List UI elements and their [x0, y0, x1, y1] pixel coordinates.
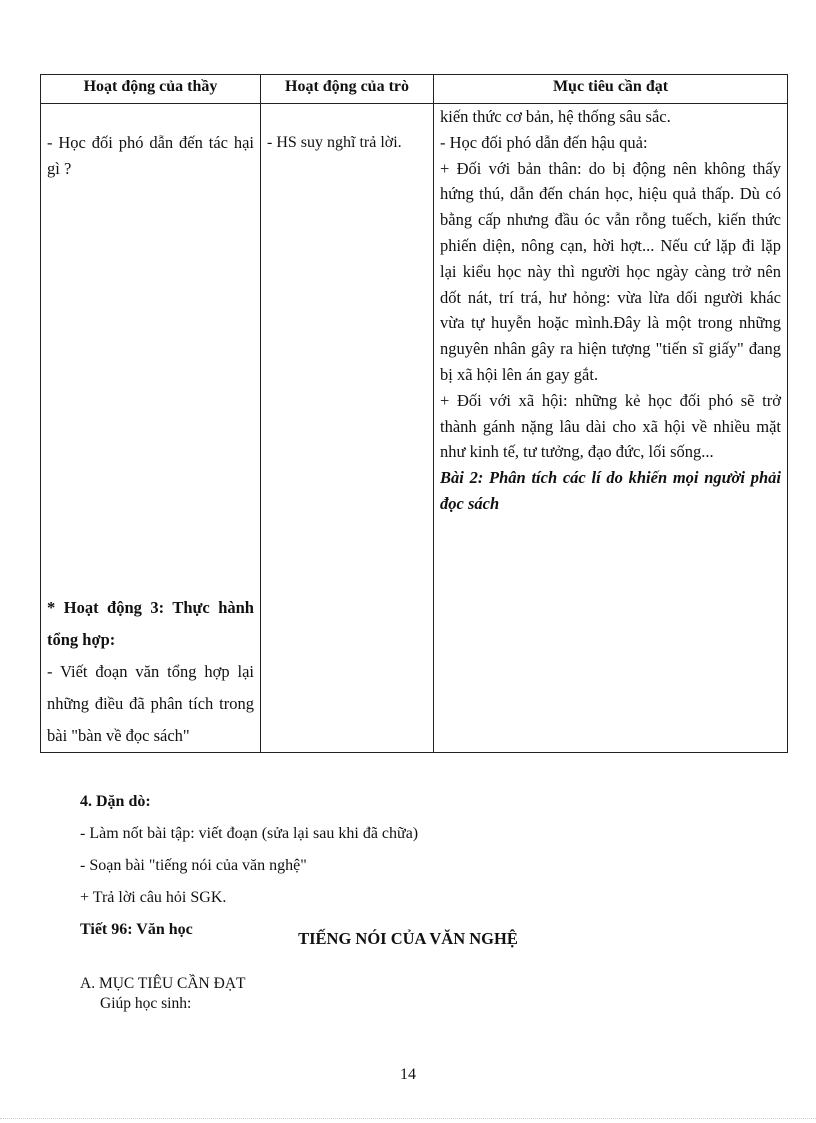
homework-item-2: - Soạn bài "tiếng nói của văn nghệ" [80, 857, 307, 874]
goals-line-0: kiến thức cơ bản, hệ thống sâu sắc. [440, 107, 671, 126]
header-student: Hoạt động của trò [261, 75, 434, 104]
period-label: Tiết 96: Văn học [80, 921, 193, 938]
homework-item-3: + Trả lời câu hỏi SGK. [80, 889, 227, 906]
activity3-text: - Viết đoạn văn tổng hợp lại những điều đã phân tích trong bài "bàn về đọc sách" [47, 662, 254, 745]
activity3-title: * Hoạt động 3: Thực hành tổng hợp: [47, 598, 254, 649]
homework-item-1: - Làm nốt bài tập: viết đoạn (sửa lại sau khi đã chữa) [80, 825, 419, 842]
header-goals: Mục tiêu cần đạt [434, 75, 788, 104]
goals-line-4: Bài 2: Phân tích các lí do khiến mọi người phải đọc sách [440, 468, 781, 513]
goals-line-1: - Học đối phó dẫn đến hậu quả: [440, 132, 648, 152]
table-row [41, 104, 788, 753]
table-header-row [41, 75, 788, 104]
student-answer: - HS suy nghĩ trả lời. [267, 134, 402, 151]
teacher-question: - Học đối phó dẫn đến tác hại gì ? [47, 133, 254, 178]
teacher-cell [41, 104, 261, 753]
homework-section [80, 786, 418, 946]
lesson-table [40, 74, 788, 753]
page-bottom-divider [0, 1118, 816, 1119]
student-cell [261, 104, 434, 753]
section-a-heading: A. MỤC TIÊU CẦN ĐẠT [80, 975, 246, 992]
goals-line-2: + Đối với bản thân: do bị động nên không thấy hứng thú, dẫn đến chán học, hiệu quả thấp. Dù có bằng cấp nhưng đầu óc vẫn rỗng tuếch, kiến thức phiến diện, nông cạn, hời hợt... Nếu cứ lặp đi lặp lại kiểu học này thì người học ngày càng trở nên dốt nát, trí trá, hư hỏng: vừa lừa dối người khác vừa tự huyễn hoặc mình.Đây là một trong những nguyên nhân gây ra hiện tượng "tiến sĩ giấy" đang bị xã hội lên án gay gắt. [440, 158, 781, 384]
goals-cell [434, 104, 788, 753]
page-number: 14 [400, 1066, 416, 1083]
homework-heading: 4. Dặn dò: [80, 793, 151, 810]
goals-line-3: + Đối với xã hội: những kẻ học đối phó sẽ trở thành gánh nặng lâu dài cho xã hội về nhiều mặt như kinh tế, tư tưởng, đạo đức, lối sống... [440, 390, 781, 462]
objectives-section [80, 974, 245, 1014]
lesson-title: TIẾNG NÓI CỦA VĂN NGHỆ [298, 929, 518, 948]
objectives-intro: Giúp học sinh: [100, 995, 192, 1012]
header-teacher: Hoạt động của thầy [41, 75, 261, 104]
